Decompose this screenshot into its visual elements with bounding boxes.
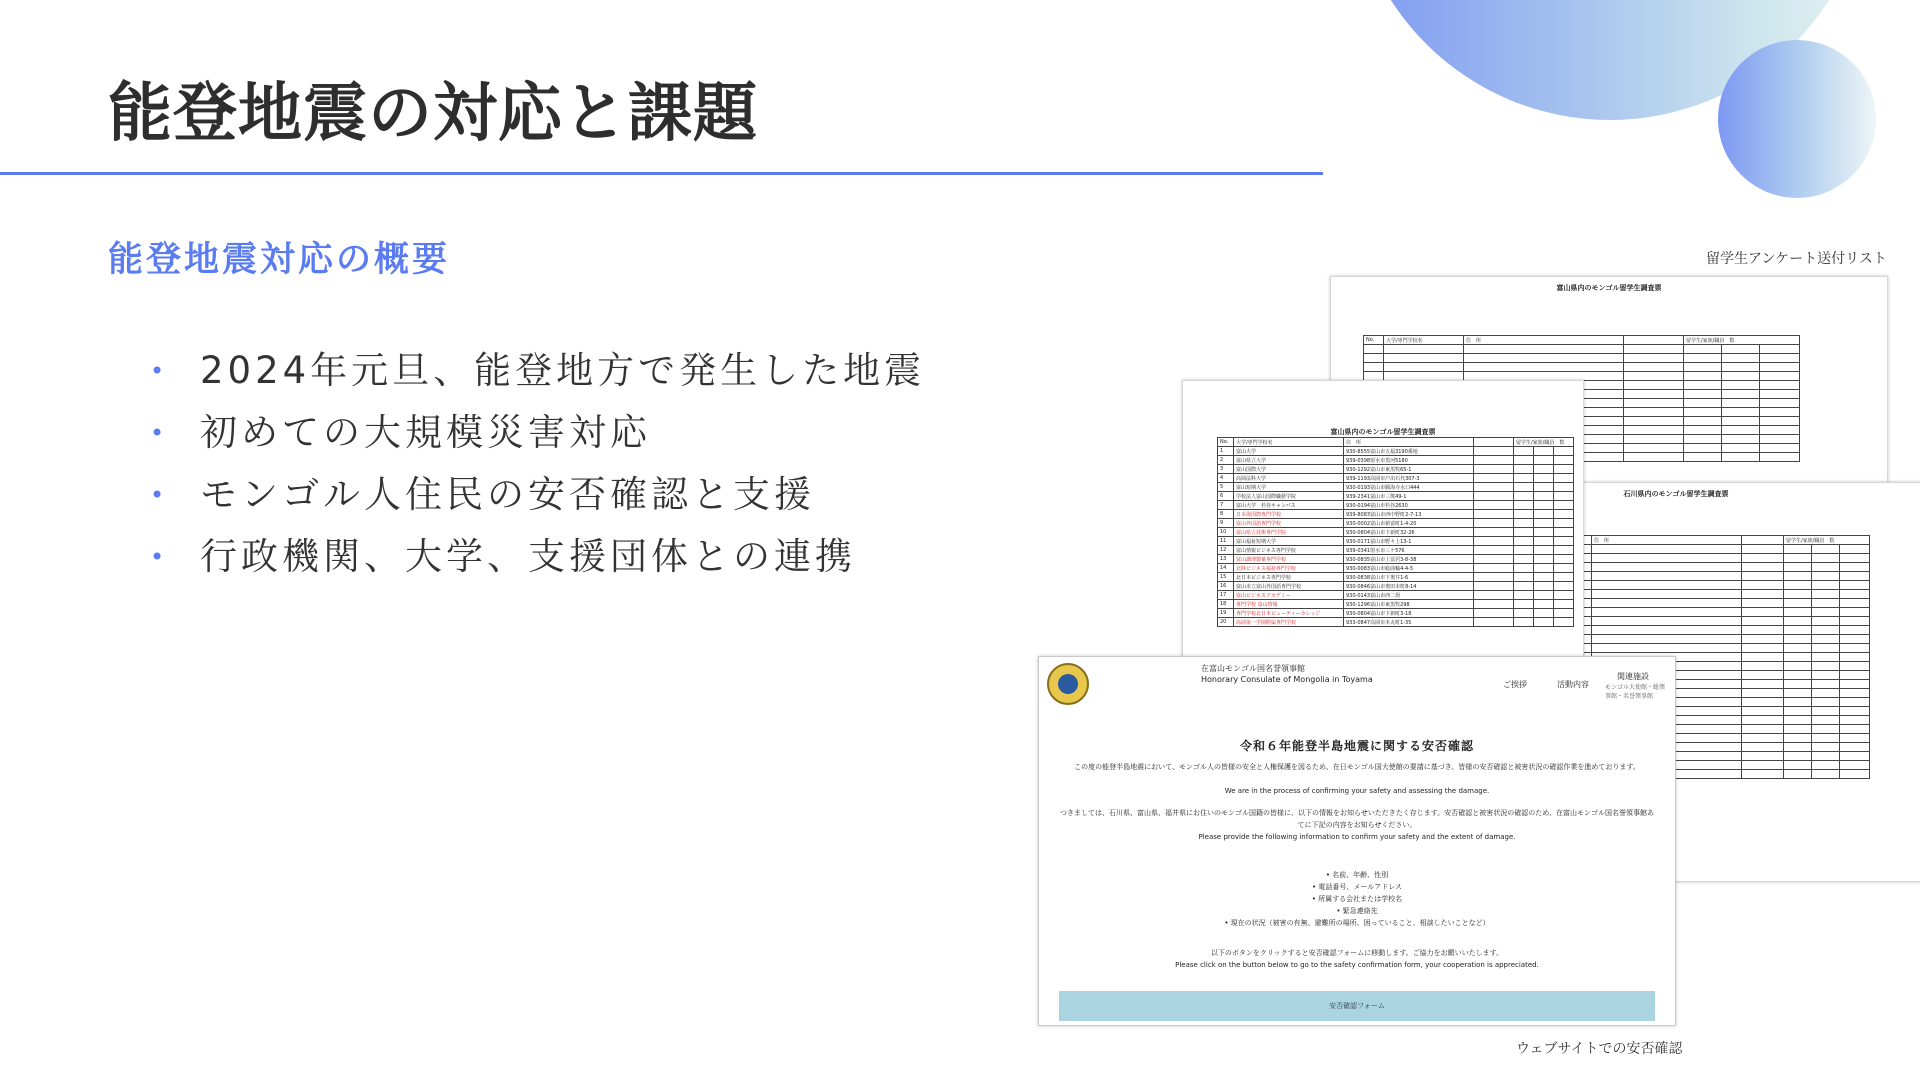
table-row: 7 富山大学 杉谷キャンパス 930-0194富山市杉谷2630 [1218, 501, 1574, 510]
bullet-item [150, 402, 925, 464]
instruction-en: Please click on the button below to go to the safety confirmation form, your cooperation is appreciated. [1175, 961, 1539, 969]
list-item: • 名前、年齢、性別 [1325, 871, 1389, 879]
table-row: 15 北日本ビジネス専門学校 930-0838富山市下奥井1-6 [1218, 573, 1574, 582]
table-row: 6 学校法人富山国際職藝学院 939-2341富山市三熊49-1 [1218, 492, 1574, 501]
title-divider [0, 172, 1323, 175]
table-header: 留学生/家族/職員 数 [1514, 438, 1574, 447]
list-item: • 現在の状況（被害の有無、避難所の場所、困っていること、相談したいことなど） [1224, 919, 1490, 927]
website-screenshot [1038, 656, 1676, 1026]
section-subtitle: 能登地震対応の概要 [108, 240, 451, 280]
bullet-text: 行政機関、大学、支援団体との連携 [200, 535, 856, 578]
paragraph-en: We are in the process of confirming your safety and assessing the damage. [1224, 787, 1490, 795]
bullet-text: 初めての大規模災害対応 [200, 411, 651, 454]
table-row: 17 富山ビジネスアカデミー 930-0143富山市西二俣 [1218, 591, 1574, 600]
table-row: 9 富山外国語専門学校 930-0002富山市新富町1-4-20 [1218, 519, 1574, 528]
spreadsheet-middle [1182, 380, 1584, 682]
safety-form-button[interactable]: 安否確認フォーム [1059, 991, 1655, 1021]
info-list [1039, 869, 1675, 929]
consulate-name-en: Honorary Consulate of Mongolia in Toyama [1201, 675, 1373, 684]
page-heading: 令和６年能登半島地震に関する安否確認 [1239, 739, 1474, 753]
consulate-name-ja: 在富山モンゴル国名誉領事館 [1201, 664, 1305, 673]
table-header: No. [1364, 336, 1384, 345]
bullet-item [150, 526, 925, 588]
slide-title: 能登地震の対応と課題 [108, 77, 758, 151]
spreadsheet-table [1217, 437, 1574, 627]
spreadsheet-title: 富山県内のモンゴル留学生調査票 [1556, 284, 1662, 292]
bullet-item [150, 464, 925, 526]
bullet-marker: • [150, 357, 169, 385]
list-item: • 緊急連絡先 [1336, 907, 1378, 915]
nav-greeting[interactable]: ご挨拶 [1503, 680, 1527, 689]
table-row: 4 高岡法科大学 939-1193高岡市戸出石代307-3 [1218, 474, 1574, 483]
survey-list-caption: 留学生アンケート送付リスト [1706, 251, 1887, 267]
table-row: 2 富山県立大学 939-0398射水市黒河5180 [1218, 456, 1574, 465]
spreadsheet-title: 富山県内のモンゴル留学生調査票 [1330, 428, 1436, 436]
bullet-item [150, 340, 925, 402]
paragraph-en: Please provide the following information to confirm your safety and the extent of damage. [1198, 833, 1516, 841]
instruction-ja: 以下のボタンをクリックすると安否確認フォームに移動します。ご協力をお願いいたします。 [1210, 949, 1504, 957]
table-row: 8 日本海国際専門学校 939-8083富山市西中野町2-7-13 [1218, 510, 1574, 519]
spreadsheet-title: 石川県内のモンゴル留学生調査票 [1623, 490, 1729, 498]
table-row: 10 富山県立技術専門学院 930-0804富山市下新町32-26 [1218, 528, 1574, 537]
table-header: 住 所 [1592, 536, 1742, 545]
table-row: 1 富山大学 930-8555富山市五福3190番地 [1218, 447, 1574, 456]
nav-related-sub: 事館・名誉領事館 [1605, 693, 1654, 700]
list-item: • 所属する会社または学校名 [1311, 895, 1403, 903]
paragraph-ja: この度の能登半島地震において、モンゴル人の皆様の安全と人権保護を図るため、在日モンゴル国大使館の要請に基づき、皆様の安否確認と被害状況の確認作業を進めております。 [1074, 763, 1640, 771]
table-header: 留学生/家族/職員 数 [1684, 336, 1800, 345]
nav-related-sub: モンゴル大使館・総領 [1605, 684, 1666, 691]
bullet-marker: • [150, 419, 169, 447]
table-row: 12 富山情報ビジネス専門学校 939-0341射水市三ケ576 [1218, 546, 1574, 555]
table-header: 住 所 [1464, 336, 1624, 345]
table-row: 3 富山国際大学 930-1292富山市東黒牧65-1 [1218, 465, 1574, 474]
bullet-marker: • [150, 481, 169, 509]
bullet-text: 2024年元旦、能登地方で発生した地震 [200, 349, 926, 392]
table-row: 13 富山調理製菓専門学校 930-0835富山市上冨居3-8-38 [1218, 555, 1574, 564]
consulate-emblem-icon [1047, 663, 1089, 705]
list-item: • 電話番号、メールアドレス [1311, 883, 1402, 891]
bullet-text: モンゴル人住民の安否確認と支援 [200, 473, 815, 516]
nav-activities[interactable]: 活動内容 [1557, 680, 1589, 689]
table-header: 大学/専門学校名 [1234, 438, 1344, 447]
table-header: 大学/専門学校名 [1384, 336, 1464, 345]
table-header: 留学生/家族/職員 数 [1784, 536, 1870, 545]
table-row: 19 専門学校北日本ビューティーカレッジ 930-0804富山市下新町3-18 [1218, 609, 1574, 618]
table-row: 5 富山短期大学 930-0193富山市願海寺水口444 [1218, 483, 1574, 492]
decorative-circle-small [1718, 40, 1876, 198]
table-row: 20 高岡第一学園附属専門学校 933-0847高岡市本丸町1-35 [1218, 618, 1574, 627]
nav-related[interactable]: 関連施設 [1617, 672, 1649, 681]
website-caption: ウェブサイトでの安否確認 [1516, 1041, 1683, 1057]
table-header: 住 所 [1344, 438, 1474, 447]
bullet-list [150, 340, 925, 588]
table-row: 18 専門学校 富山情報 930-1296富山市東黒牧298 [1218, 600, 1574, 609]
paragraph-ja: つきましては、石川県、富山県、福井県にお住いのモンゴル国籍の皆様に、以下の情報をお知らせいただきたく存じます。安否確認と被害状況の確認のため、在富山モンゴル国名誉領事館あてに下記の内容をお知らせください。 [1060, 809, 1654, 829]
bullet-marker: • [150, 543, 169, 571]
table-row: 11 富山福祉短期大学 930-0171富山市野々上13-1 [1218, 537, 1574, 546]
table-row: 14 北陸ビジネス福祉専門学校 930-0083富山市総曲輪4-4-5 [1218, 564, 1574, 573]
table-header: No. [1218, 438, 1234, 447]
table-row: 16 富山市立富山外国語専門学校 930-0846富山市奥田本町8-14 [1218, 582, 1574, 591]
